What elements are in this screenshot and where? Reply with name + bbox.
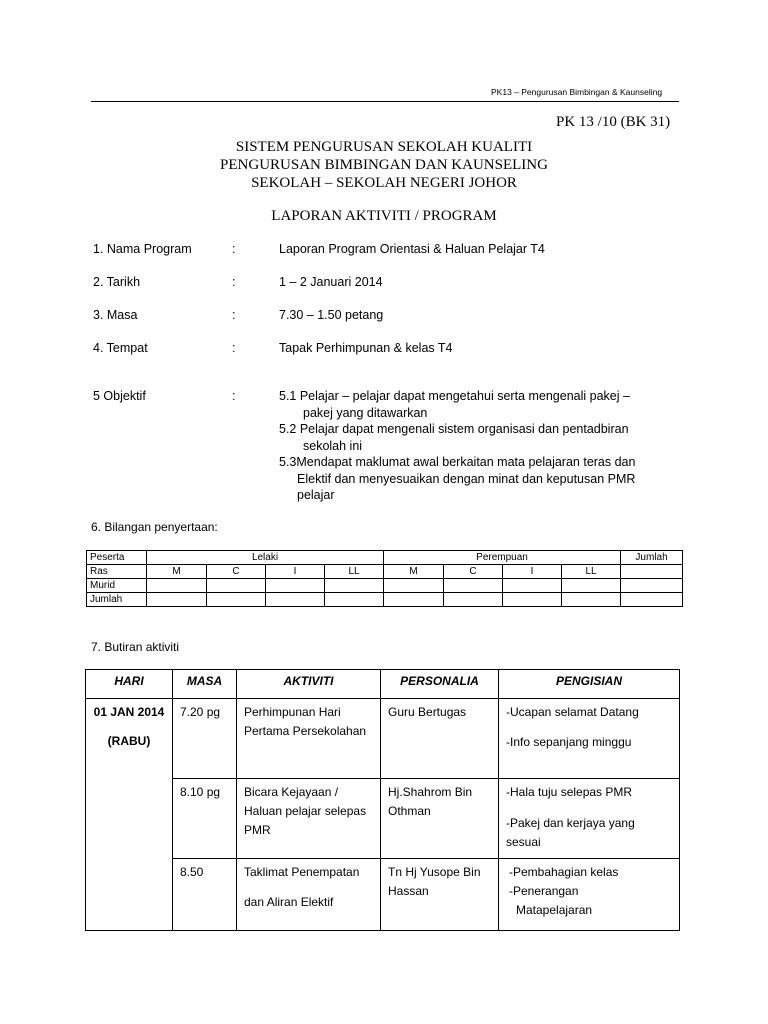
aktiviti-line: Taklimat Penempatan (244, 865, 360, 879)
ras-cell: M (147, 565, 207, 579)
empty-cell (266, 579, 325, 593)
field-colon: : (232, 308, 236, 322)
masa-cell: 8.10 pg (173, 779, 237, 859)
header-jumlah: Jumlah (621, 551, 683, 565)
header-hari: HARI (86, 670, 173, 699)
empty-cell (207, 579, 266, 593)
table-row (86, 779, 680, 859)
pengisian-line: -Pakej dan kerjaya yang (506, 816, 635, 830)
empty-cell (444, 579, 503, 593)
field-value-tempat: Tapak Perhimpunan & kelas T4 (279, 341, 453, 355)
day-date: 01 JAN 2014 (93, 705, 165, 719)
pengisian-line: Matapelajaran (516, 903, 593, 917)
field-label-objektif: 5 Objektif (93, 389, 146, 403)
header-divider (91, 101, 679, 102)
day-weekday: (RABU) (107, 734, 151, 748)
empty-cell (444, 593, 503, 607)
field-value-tarikh: 1 – 2 Januari 2014 (279, 275, 383, 289)
pengisian-cell (499, 779, 680, 859)
field-colon: : (232, 341, 236, 355)
empty-cell (207, 593, 266, 607)
aktiviti-cell (237, 779, 381, 859)
objective-line: pelajar (297, 488, 335, 502)
ras-cell: LL (325, 565, 384, 579)
personalia-line: Hassan (388, 884, 429, 898)
ras-label: Ras (87, 565, 147, 579)
document-titles (0, 138, 768, 192)
section-6-title: 6. Bilangan penyertaan: (91, 520, 218, 534)
section-7-title: 7. Butiran aktiviti (91, 640, 180, 654)
objective-line: Elektif dan menyesuaikan dengan minat dan keputusan PMR (297, 471, 636, 486)
masa-cell: 7.20 pg (173, 699, 237, 779)
ras-cell: C (444, 565, 503, 579)
pengisian-line: -Penerangan (509, 884, 579, 898)
header-aktiviti: AKTIVITI (237, 670, 381, 699)
empty-cell (325, 579, 384, 593)
activity-table (85, 669, 680, 931)
empty-cell (621, 579, 683, 593)
objective-line: pakej yang ditawarkan (303, 405, 428, 420)
table-row (86, 859, 680, 931)
ras-cell: M (384, 565, 444, 579)
personalia-cell: Guru Bertugas (381, 699, 499, 779)
header-masa: MASA (173, 670, 237, 699)
personalia-line: Hj.Shahrom Bin (388, 785, 473, 799)
masa-cell: 8.50 (173, 859, 237, 931)
form-code: PK 13 /10 (BK 31) (556, 114, 671, 130)
aktiviti-line: dan Aliran Elektif (244, 895, 334, 909)
field-label-tempat: 4. Tempat (93, 341, 148, 355)
field-label-nama-program: 1. Nama Program (93, 242, 192, 256)
aktiviti-line: Pertama Persekolahan (244, 724, 367, 738)
field-colon: : (232, 275, 236, 289)
header-pengisian: PENGISIAN (499, 670, 680, 699)
personalia-cell (381, 859, 499, 931)
empty-cell (266, 593, 325, 607)
ras-cell: I (503, 565, 562, 579)
field-value-nama-program: Laporan Program Orientasi & Haluan Pelajar T4 (279, 242, 545, 256)
header-lelaki: Lelaki (147, 551, 384, 565)
objective-list (279, 388, 635, 504)
pengisian-line: sesuai (506, 835, 541, 849)
aktiviti-line: Bicara Kejayaan / (244, 785, 339, 799)
report-title: LAPORAN AKTIVITI / PROGRAM (271, 208, 497, 224)
empty-cell (325, 593, 384, 607)
personalia-line: Othman (388, 804, 431, 818)
pengisian-line: -Pembahagian kelas (509, 865, 619, 879)
empty-cell (503, 593, 562, 607)
title-line-2: PENGURUSAN BIMBINGAN DAN KAUNSELING (220, 157, 548, 173)
objective-line: 5.2 Pelajar dapat mengenali sistem organisasi dan pentadbiran (279, 422, 629, 436)
aktiviti-line: PMR (244, 823, 271, 837)
pengisian-line: -Ucapan selamat Datang (506, 705, 639, 719)
page-header-title: PK13 – Pengurusan Bimbingan & Kaunseling (491, 87, 663, 97)
pengisian-line: -Info sepanjang minggu (506, 735, 632, 749)
header-personalia: PERSONALIA (381, 670, 499, 699)
ras-cell: C (207, 565, 266, 579)
aktiviti-cell (237, 699, 381, 779)
empty-cell (384, 593, 444, 607)
empty-cell (147, 579, 207, 593)
personalia-line: Tn Hj Yusope Bin (388, 865, 481, 879)
pengisian-line: -Hala tuju selepas PMR (506, 785, 633, 799)
aktiviti-cell (237, 859, 381, 931)
table-row (87, 565, 683, 579)
objective-line: 5.1 Pelajar – pelajar dapat mengetahui serta mengenali pakej – (279, 389, 630, 403)
aktiviti-line: Haluan pelajar selepas (244, 804, 367, 818)
empty-cell (503, 579, 562, 593)
row-label-murid: Murid (87, 579, 147, 593)
empty-cell (621, 565, 683, 579)
table-row (87, 579, 683, 593)
row-label-jumlah: Jumlah (87, 593, 147, 607)
header-peserta: Peserta (87, 551, 147, 565)
field-value-masa: 7.30 – 1.50 petang (279, 308, 384, 322)
table-row (86, 699, 680, 779)
field-colon: : (232, 242, 236, 256)
field-label-tarikh: 2. Tarikh (93, 275, 141, 289)
participation-table (86, 550, 683, 607)
objective-line: sekolah ini (303, 438, 363, 453)
pengisian-cell (499, 699, 680, 779)
objective-line: 5.3Mendapat maklumat awal berkaitan mata pelajaran teras dan (279, 455, 636, 469)
table-row (87, 551, 683, 565)
aktiviti-line: Perhimpunan Hari (244, 705, 341, 719)
empty-cell (621, 593, 683, 607)
ras-cell: LL (562, 565, 621, 579)
table-row (87, 593, 683, 607)
header-perempuan: Perempuan (384, 551, 621, 565)
pengisian-cell (499, 859, 680, 931)
title-line-3: SEKOLAH – SEKOLAH NEGERI JOHOR (251, 175, 517, 191)
empty-cell (147, 593, 207, 607)
empty-cell (562, 579, 621, 593)
ras-cell: I (266, 565, 325, 579)
day-cell (86, 699, 173, 931)
table-header-row (86, 670, 680, 699)
field-colon: : (232, 389, 236, 403)
empty-cell (562, 593, 621, 607)
personalia-cell (381, 779, 499, 859)
empty-cell (384, 579, 444, 593)
field-label-masa: 3. Masa (93, 308, 138, 322)
title-line-1: SISTEM PENGURUSAN SEKOLAH KUALITI (235, 139, 533, 155)
